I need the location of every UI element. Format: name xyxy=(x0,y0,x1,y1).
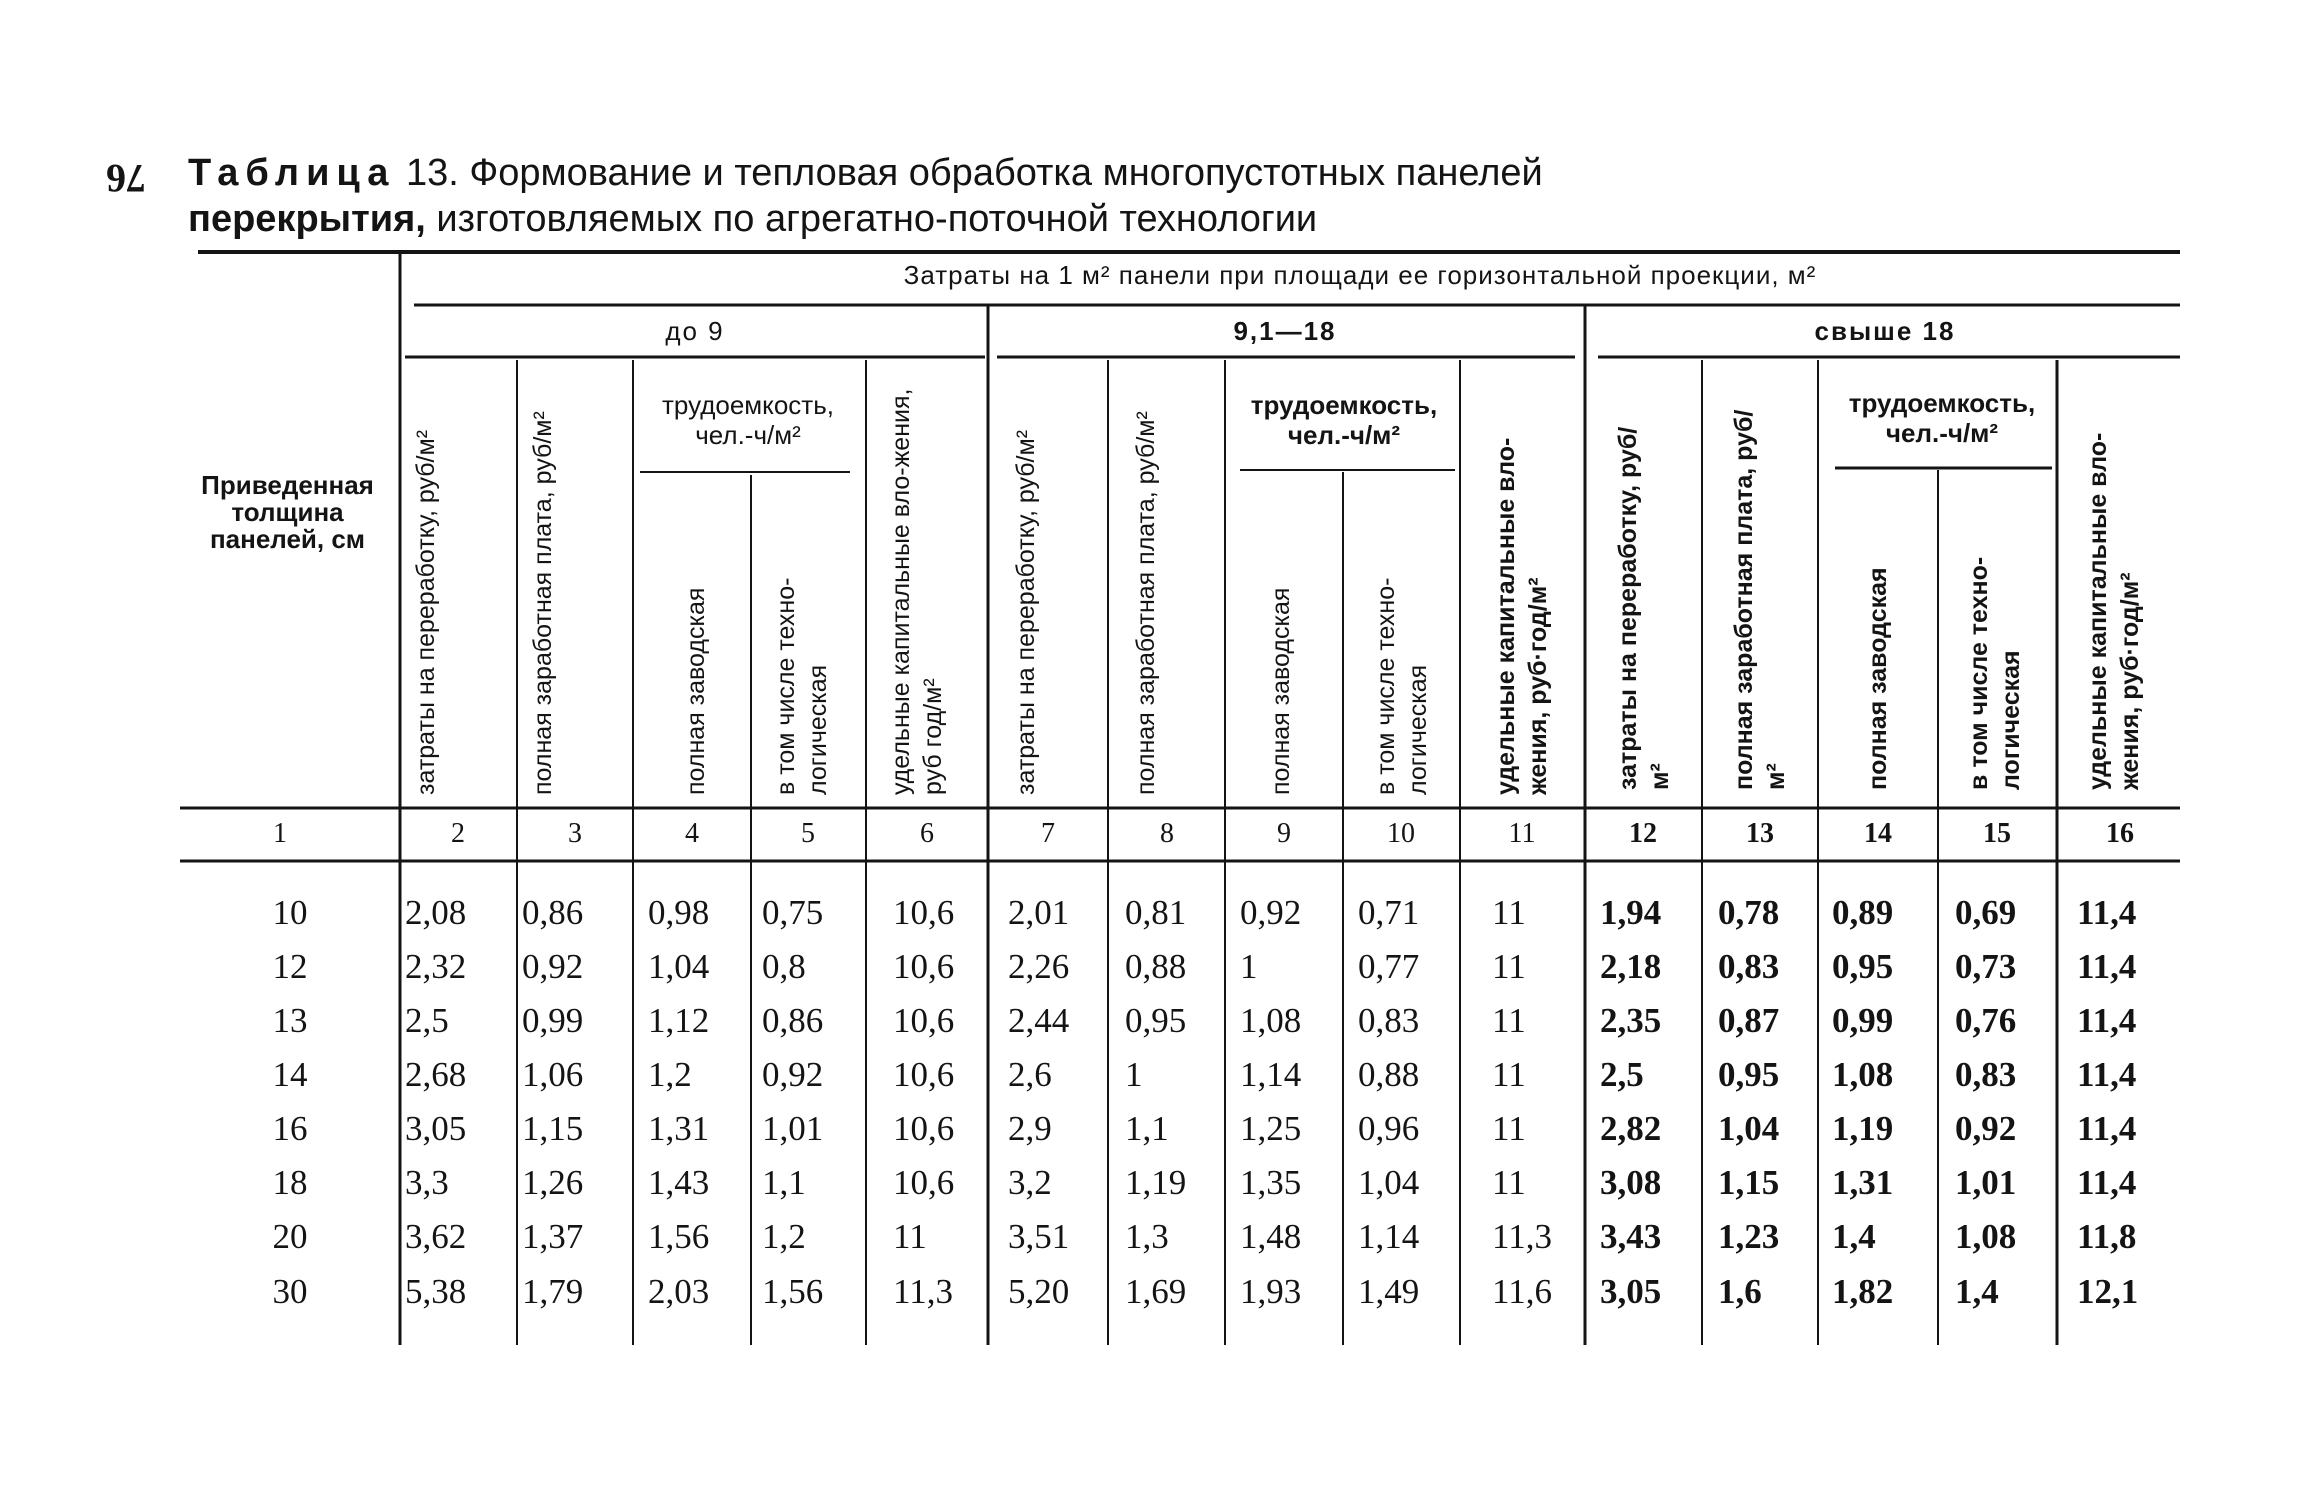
col-2-header: затраты на переработку, руб/м² xyxy=(412,429,440,795)
table-cell: 1,26 xyxy=(522,1163,584,1202)
row-thickness-cell: 30 xyxy=(272,1272,308,1311)
row-thickness-cell: 20 xyxy=(272,1217,308,1256)
table-cell: 2,32 xyxy=(405,947,467,986)
table-cell: 0,78 xyxy=(1718,893,1780,932)
table-cell: 0,81 xyxy=(1125,893,1187,932)
labor-title-1: трудоемкость, чел.-ч/м² xyxy=(662,390,834,450)
table-cell: 11,4 xyxy=(2077,1109,2137,1148)
table-cell: 1,14 xyxy=(1240,1055,1302,1094)
table-cell: 2,44 xyxy=(1008,1001,1070,1040)
table-cell: 0,77 xyxy=(1358,947,1420,986)
table-cell: 1,19 xyxy=(1832,1109,1894,1148)
table-cell: 1,1 xyxy=(762,1163,806,1202)
table-cell: 1,37 xyxy=(522,1217,584,1256)
table-cell: 1,23 xyxy=(1718,1217,1780,1256)
table-cell: 1,04 xyxy=(1358,1163,1420,1202)
table-cell: 2,26 xyxy=(1008,947,1070,986)
caption-line2-rest: изготовляемых по агрегатно-поточной технологии xyxy=(436,198,1318,240)
column-number-1: 1 xyxy=(273,818,287,849)
column-number-13: 13 xyxy=(1746,818,1774,849)
col-5-header: в том числе техно-логическая xyxy=(772,577,832,795)
table-cell: 0,86 xyxy=(522,893,584,932)
column-number-7: 7 xyxy=(1041,818,1055,849)
table-cell: 0,98 xyxy=(648,893,710,932)
table-cell: 1 xyxy=(1125,1055,1143,1094)
table-cell: 10,6 xyxy=(893,893,955,932)
group-title-1: до 9 xyxy=(665,316,725,346)
row-thickness-cell: 16 xyxy=(272,1109,308,1148)
table-cell: 11,4 xyxy=(2077,893,2137,932)
table-cell: 1,4 xyxy=(1832,1217,1876,1256)
table-cell: 0,95 xyxy=(1125,1001,1187,1040)
table-cell: 2,5 xyxy=(405,1001,449,1040)
table-cell: 1,6 xyxy=(1718,1272,1762,1311)
table-cell: 3,3 xyxy=(405,1163,449,1202)
caption-line2-first: перекрытия, xyxy=(188,198,426,240)
table-cell: 0,76 xyxy=(1955,1001,2017,1040)
table-cell: 1,14 xyxy=(1358,1217,1420,1256)
column-number-4: 4 xyxy=(685,818,699,849)
table-cell: 11 xyxy=(1492,947,1526,986)
table-cell: 0,88 xyxy=(1125,947,1187,986)
table-cell: 0,88 xyxy=(1358,1055,1420,1094)
table-cell: 1,82 xyxy=(1832,1272,1894,1311)
col-8-header: полная заработная плата, руб/м² xyxy=(1132,411,1160,795)
table-cell: 1,4 xyxy=(1955,1272,1999,1311)
table-cell: 11 xyxy=(1492,1001,1526,1040)
labor-title-3: трудоемкость, чел.-ч/м² xyxy=(1848,388,2036,448)
column-number-12: 12 xyxy=(1629,818,1657,849)
table-cell: 11,4 xyxy=(2077,947,2137,986)
table-cell: 5,38 xyxy=(405,1272,467,1311)
table-cell: 11 xyxy=(1492,1109,1526,1148)
table-cell: 3,2 xyxy=(1008,1163,1052,1202)
row-thickness-cell: 10 xyxy=(272,893,308,932)
table-cell: 0,92 xyxy=(522,947,584,986)
table-cell: 0,92 xyxy=(762,1055,824,1094)
table-cell: 11 xyxy=(893,1217,927,1256)
table-cell: 1,69 xyxy=(1125,1272,1187,1311)
row-thickness-cell: 18 xyxy=(272,1163,308,1202)
table-cell: 0,99 xyxy=(1832,1001,1894,1040)
table-cell: 1 xyxy=(1240,947,1258,986)
col-12-header: затраты на переработку, руб/м² xyxy=(1614,426,1674,790)
table-cell: 1,31 xyxy=(648,1109,710,1148)
column-number-10: 10 xyxy=(1387,818,1415,849)
table-cell: 0,95 xyxy=(1832,947,1894,986)
column-number-8: 8 xyxy=(1160,818,1174,849)
table-cell: 1,49 xyxy=(1358,1272,1420,1311)
table-cell: 0,69 xyxy=(1955,893,2017,932)
column-number-5: 5 xyxy=(801,818,815,849)
table-cell: 3,05 xyxy=(1600,1272,1662,1311)
column-number-14: 14 xyxy=(1864,818,1892,849)
table-cell: 10,6 xyxy=(893,1001,955,1040)
column-number-2: 2 xyxy=(451,818,465,849)
table-cell: 0,73 xyxy=(1955,947,2017,986)
col-9-header: полная заводская xyxy=(1267,587,1295,795)
group-title-3: свыше 18 xyxy=(1814,316,1956,346)
column-number-16: 16 xyxy=(2106,818,2134,849)
table-cell: 1,79 xyxy=(522,1272,584,1311)
table-cell: 2,9 xyxy=(1008,1109,1052,1148)
table-cell: 1,56 xyxy=(762,1272,824,1311)
table-cell: 1,19 xyxy=(1125,1163,1187,1202)
table-cell: 1,93 xyxy=(1240,1272,1302,1311)
table-cell: 11,3 xyxy=(893,1272,953,1311)
table-cell: 2,5 xyxy=(1600,1055,1644,1094)
labor-title-2: трудоемкость, чел.-ч/м² xyxy=(1250,390,1438,450)
row-label-header: Приведенная толщина панелей, см xyxy=(201,470,374,554)
table-cell: 1,3 xyxy=(1125,1217,1169,1256)
table-cell: 0,8 xyxy=(762,947,806,986)
table-cell: 0,87 xyxy=(1718,1001,1780,1040)
table-cell: 1,15 xyxy=(522,1109,584,1148)
table-cell: 1,06 xyxy=(522,1055,584,1094)
table-cell: 3,08 xyxy=(1600,1163,1662,1202)
column-number-3: 3 xyxy=(568,818,582,849)
table-cell: 10,6 xyxy=(893,1109,955,1148)
table-cell: 2,68 xyxy=(405,1055,467,1094)
table-cell: 3,43 xyxy=(1600,1217,1662,1256)
table-cell: 1,94 xyxy=(1600,893,1662,932)
column-number-6: 6 xyxy=(920,818,934,849)
table-cell: 0,75 xyxy=(762,893,824,932)
table-cell: 2,08 xyxy=(405,893,467,932)
table-cell: 1,35 xyxy=(1240,1163,1302,1202)
col-11-header: удельные капитальные вло-жения, руб·год/м² xyxy=(1492,437,1552,795)
table-cell: 1,08 xyxy=(1240,1001,1302,1040)
table-cell: 0,92 xyxy=(1240,893,1302,932)
table-cell: 1,31 xyxy=(1832,1163,1894,1202)
span-title: Затраты на 1 м² панели при площади ее горизонтальной проекции, м² xyxy=(903,260,1817,290)
table-cell: 0,99 xyxy=(522,1001,584,1040)
table-cell: 2,01 xyxy=(1008,893,1070,932)
caption-line1: 13. Формование и тепловая обработка многопустотных панелей xyxy=(405,152,1543,194)
table-cell: 11,6 xyxy=(1492,1272,1552,1311)
table-cell: 11,8 xyxy=(2077,1217,2137,1256)
table-cell: 5,20 xyxy=(1008,1272,1070,1311)
table-cell: 1,01 xyxy=(762,1109,824,1148)
table-cell: 3,51 xyxy=(1008,1217,1070,1256)
table-cell: 0,71 xyxy=(1358,893,1420,932)
page-number: 76 xyxy=(106,156,146,201)
table-cell: 2,35 xyxy=(1600,1001,1662,1040)
table-cell: 1,04 xyxy=(1718,1109,1780,1148)
table-cell: 11 xyxy=(1492,1055,1526,1094)
table-cell: 1,08 xyxy=(1955,1217,2017,1256)
table-cell: 11,4 xyxy=(2077,1163,2137,1202)
col-10-header: в том числе техно-логическая xyxy=(1372,577,1432,795)
table-cell: 1,56 xyxy=(648,1217,710,1256)
table-cell: 11 xyxy=(1492,1163,1526,1202)
table-cell: 3,62 xyxy=(405,1217,467,1256)
table-cell: 1,15 xyxy=(1718,1163,1780,1202)
table-cell: 0,83 xyxy=(1718,947,1780,986)
table-cell: 1,48 xyxy=(1240,1217,1302,1256)
column-number-15: 15 xyxy=(1983,818,2011,849)
caption-label: Таблица xyxy=(188,152,396,194)
table-cell: 1,25 xyxy=(1240,1109,1302,1148)
table-cell: 0,92 xyxy=(1955,1109,2017,1148)
table-cell: 11,3 xyxy=(1492,1217,1552,1256)
col-7-header: затраты на переработку, руб/м² xyxy=(1012,429,1040,795)
table-cell: 0,89 xyxy=(1832,893,1894,932)
col-15-header: в том числе техно-логическая xyxy=(1965,556,2025,790)
table-cell: 10,6 xyxy=(893,1055,955,1094)
col-4-header: полная заводская xyxy=(682,587,710,795)
table-cell: 1,1 xyxy=(1125,1109,1169,1148)
table-cell: 2,03 xyxy=(648,1272,710,1311)
table-cell: 10,6 xyxy=(893,1163,955,1202)
table-cell: 11,4 xyxy=(2077,1001,2137,1040)
table-cell: 11 xyxy=(1492,893,1526,932)
table-cell: 10,6 xyxy=(893,947,955,986)
table-cell: 0,83 xyxy=(1955,1055,2017,1094)
table-cell: 3,05 xyxy=(405,1109,467,1148)
table-cell: 1,2 xyxy=(762,1217,806,1256)
col-13-header: полная заработная плата, руб/м² xyxy=(1730,409,1790,790)
column-number-11: 11 xyxy=(1508,818,1536,849)
table-cell: 0,83 xyxy=(1358,1001,1420,1040)
table-cell: 1,12 xyxy=(648,1001,710,1040)
table-cell: 1,04 xyxy=(648,947,710,986)
table-cell: 1,08 xyxy=(1832,1055,1894,1094)
column-number-9: 9 xyxy=(1277,818,1291,849)
table-cell: 2,18 xyxy=(1600,947,1662,986)
table-cell: 1,43 xyxy=(648,1163,710,1202)
table-cell: 11,4 xyxy=(2077,1055,2137,1094)
col-6-header: удельные капитальные вло-жения, руб год/м² xyxy=(887,388,947,795)
table-cell: 1,01 xyxy=(1955,1163,2017,1202)
table-cell: 1,2 xyxy=(648,1055,692,1094)
row-thickness-cell: 13 xyxy=(272,1001,308,1040)
col-16-header: удельные капитальные вло-жения, руб·год/м² xyxy=(2084,432,2144,790)
table-cell: 0,95 xyxy=(1718,1055,1780,1094)
col-3-header: полная заработная плата, руб/м² xyxy=(529,411,557,795)
group-title-2: 9,1—18 xyxy=(1233,316,1337,346)
col-14-header: полная заводская xyxy=(1864,567,1892,790)
table-cell: 2,6 xyxy=(1008,1055,1052,1094)
row-thickness-cell: 14 xyxy=(272,1055,308,1094)
table-cell: 2,82 xyxy=(1600,1109,1662,1148)
row-thickness-cell: 12 xyxy=(272,947,308,986)
table-cell: 0,86 xyxy=(762,1001,824,1040)
table-cell: 12,1 xyxy=(2077,1272,2139,1311)
table-cell: 0,96 xyxy=(1358,1109,1420,1148)
